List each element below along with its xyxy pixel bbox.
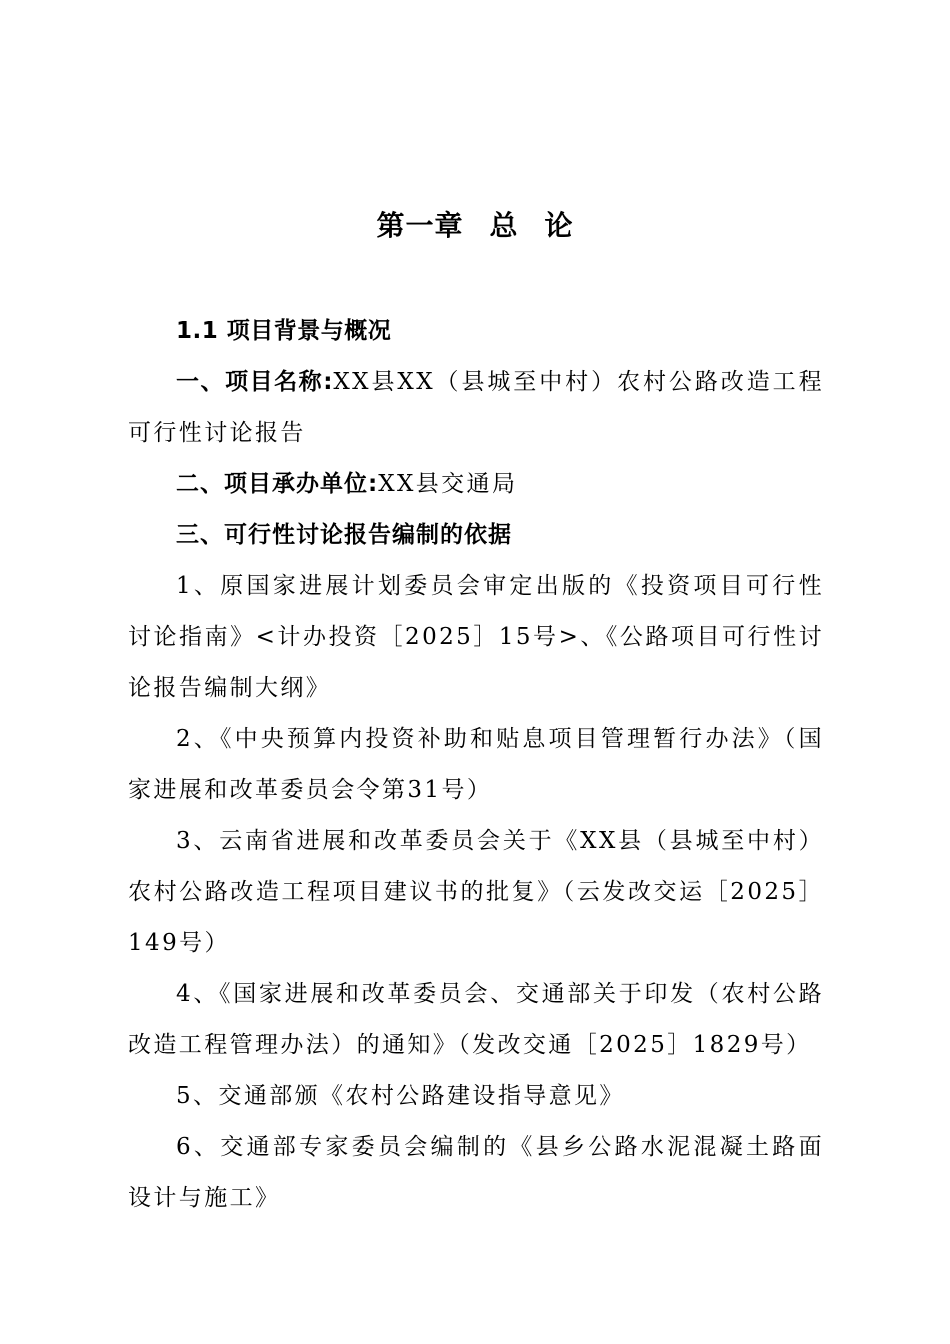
project-unit-value: XX县交通局 xyxy=(378,471,518,497)
project-unit-paragraph xyxy=(128,459,824,510)
section-title: 1.1 项目背景与概况 xyxy=(176,318,392,344)
project-name-paragraph xyxy=(128,357,824,459)
basis-item-3: 3、云南省进展和改革委员会关于《XX县（县城至中村）农村公路改造工程项目建议书的批复》（云发改交运［2025］149号） xyxy=(128,828,824,956)
document-body xyxy=(128,306,824,1224)
chapter-prefix: 第一章 xyxy=(376,209,464,242)
project-name-label: 一、项目名称: xyxy=(176,369,334,395)
basis-item-2: 2、《中央预算内投资补助和贴息项目管理暂行办法》（国家进展和改革委员会令第31号） xyxy=(128,726,824,803)
basis-item-6: 6、交通部专家委员会编制的《县乡公路水泥混凝土路面设计与施工》 xyxy=(128,1134,824,1211)
basis-heading: 三、可行性讨论报告编制的依据 xyxy=(176,522,512,548)
chapter-word-2: 论 xyxy=(544,209,574,242)
basis-item-4: 4、《国家进展和改革委员会、交通部关于印发（农村公路改造工程管理办法）的通知》（发改交通［2025］1829号） xyxy=(128,981,824,1058)
project-unit-label: 二、项目承办单位: xyxy=(176,471,379,497)
chapter-title xyxy=(0,206,950,246)
basis-item-1: 1、原国家进展计划委员会审定出版的《投资项目可行性讨论指南》<计办投资［2025］15号>、《公路项目可行性讨论报告编制大纲》 xyxy=(128,573,824,701)
project-name-value: XX县XX（县城至中村）农村公路改造工程可行性讨论报告 xyxy=(128,369,824,446)
basis-item-5: 5、交通部颁《农村公路建设指导意见》 xyxy=(176,1083,625,1109)
chapter-word-1: 总 xyxy=(489,209,519,242)
